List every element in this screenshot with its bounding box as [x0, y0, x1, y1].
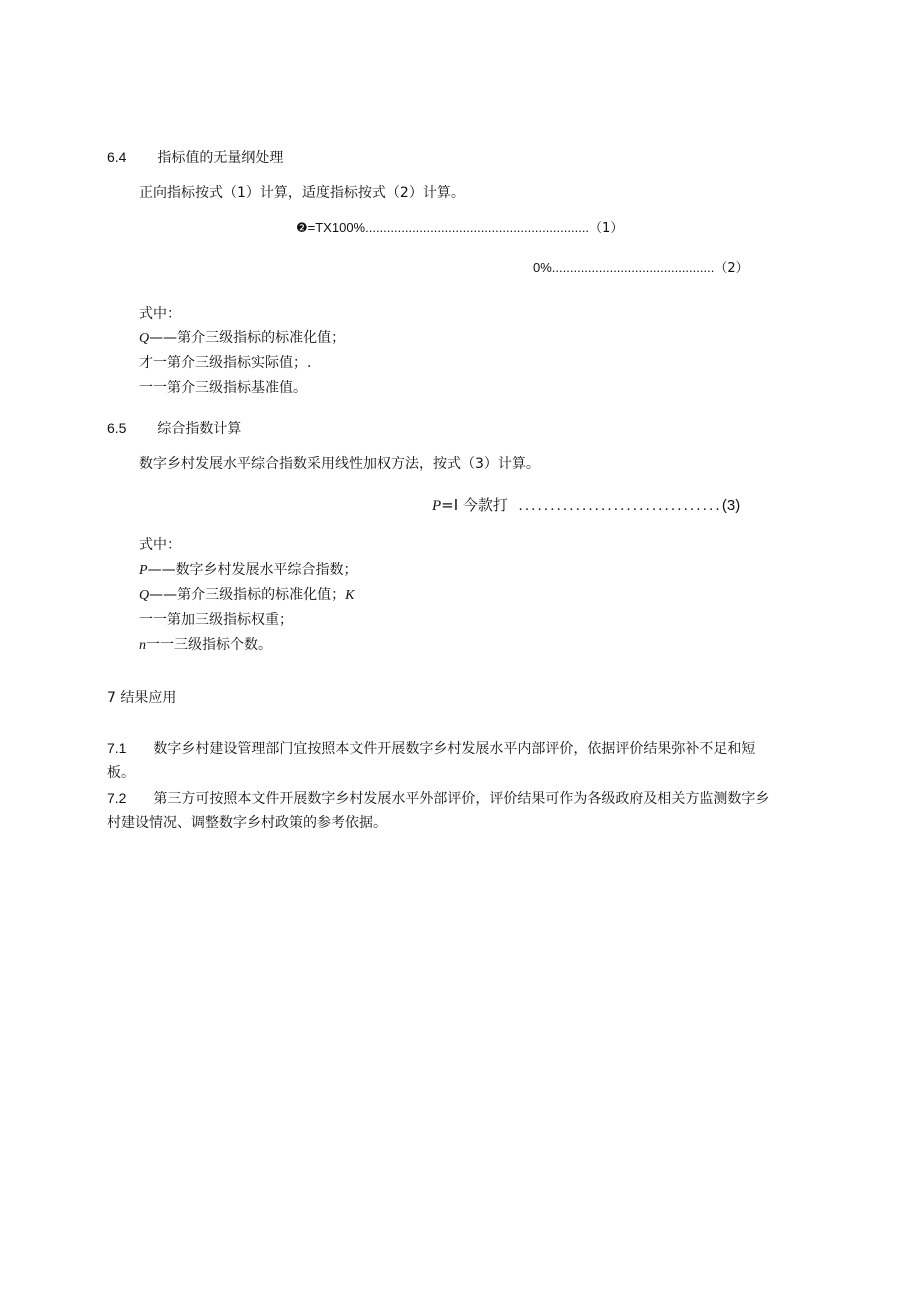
equation-3: [432, 495, 740, 516]
section-number: 6.4: [107, 149, 127, 165]
definition-line: 一一第加三级指标权重；: [139, 612, 293, 628]
definition-line: [139, 635, 272, 656]
section-7-heading: 7 结果应用: [107, 690, 177, 706]
section-6-5-heading: [107, 418, 241, 439]
clause-text-line1: 第三方可按照本文件开展数字乡村发展水平外部评价，评价结果可作为各级政府及相关方监测数字乡: [153, 791, 770, 807]
section-6-4-heading: [107, 147, 283, 168]
clause-text-line1: 数字乡村建设管理部门宜按照本文件开展数字乡村发展水平内部评价，依据评价结果弥补不足和短: [153, 741, 756, 757]
equation-1-dots: ..............................................................: [365, 220, 590, 235]
section-number: 6.5: [107, 420, 127, 436]
definition-text: 一一三级指标个数。: [146, 637, 272, 653]
equation-3-tag: (3): [721, 497, 741, 514]
equation-2-dots: .............................................: [551, 260, 715, 275]
definition-line: 一一第介三级指标基准值。: [139, 380, 307, 396]
definition-text: ——第介三级指标的标准化值；: [149, 330, 346, 346]
clause-number: 7.2: [107, 790, 127, 806]
section-6-4-intro: 正向指标按式（1）计算，适度指标按式（2）计算。: [139, 185, 465, 201]
definition-tail: K: [345, 588, 355, 603]
definition-line: 才一第介三级指标实际值；.: [139, 355, 312, 371]
equation-1-lhs: ❷=TX100%: [296, 220, 366, 235]
definition-symbol: n: [139, 638, 146, 653]
section-title: 综合指数计算: [157, 421, 242, 437]
equation-1-tag: （1）: [589, 221, 624, 236]
where-label: 式中：: [139, 306, 181, 322]
section-6-5-intro: 数字乡村发展水平综合指数采用线性加权方法，按式（3）计算。: [139, 456, 540, 472]
definition-line: [139, 560, 358, 581]
definition-symbol: P: [139, 563, 148, 578]
clause-number: 7.1: [107, 740, 127, 756]
definition-symbol: Q: [139, 331, 150, 346]
equation-3-dots: ................................: [518, 498, 722, 514]
clause-7-2: [107, 788, 769, 809]
equation-2-lhs: 0%: [533, 260, 552, 275]
definition-text: ——第介三级指标的标准化值；: [149, 587, 346, 603]
equation-2-tag: （2）: [714, 261, 749, 276]
definition-symbol: Q: [139, 588, 150, 603]
clause-text-line2: 村建设情况、调整数字乡村政策的参考依据。: [107, 815, 387, 831]
equation-1: [296, 218, 623, 239]
where-label: 式中：: [139, 537, 181, 553]
definition-text: ——数字乡村发展水平综合指数；: [147, 562, 358, 578]
clause-text-line2: 板。: [107, 765, 135, 781]
clause-7-1: [107, 738, 755, 759]
equation-2: [533, 258, 749, 279]
section-title: 指标值的无量纲处理: [157, 150, 284, 166]
equation-3-symbol: P: [432, 498, 442, 514]
definition-line: [139, 585, 354, 606]
definition-line: [139, 328, 345, 349]
equation-3-expression: =I 今款打: [441, 496, 508, 514]
